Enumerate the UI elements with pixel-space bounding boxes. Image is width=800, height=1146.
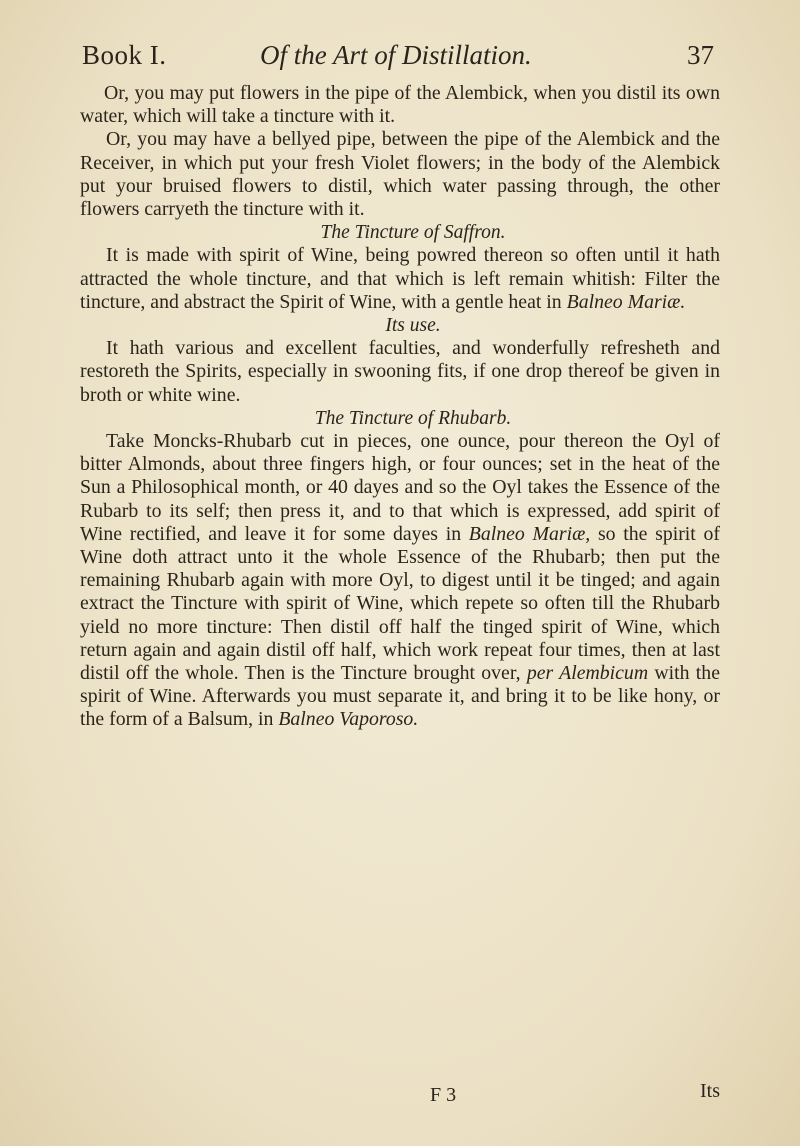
rhubarb-text-1: Take Moncks-Rhubarb cut in pieces, one ounce, pour thereon the Oyl of bitter Almonds, about three fingers high, or four ounces; set in the heat of the Sun a Philosophical month, or 40 dayes and so the Oyl takes the Essence of the Rubarb to its self; then press it, and to that which is expressed, add spirit of Wine rectified, and leave it for some dayes in <box>80 430 720 545</box>
heading-tincture-of-rhubarb: The Tincture of Rhubarb. <box>314 407 512 429</box>
paragraph-rhubarb <box>80 430 720 732</box>
page-body <box>80 82 720 732</box>
book-label: Book I. <box>82 40 167 70</box>
per-alembicum-term: per Alembicum <box>526 662 649 685</box>
page-footer <box>80 1080 720 1110</box>
heading-its-use: Its use. <box>385 315 441 337</box>
signature-mark: F 3 <box>430 1084 457 1106</box>
balneo-mariae-term: Balneo Mariæ. <box>566 290 686 313</box>
page-number: 37 <box>687 40 714 70</box>
catchword: Its <box>700 1080 720 1102</box>
rhubarb-text-2: so the spirit of Wine doth attract unto it the whole Essence of the Rhubarb; then put the remaining Rhubarb again with more Oyl, to digest until it be tinged; and again extract the Tincture with spirit of Wine, which repete so often till the Rhubarb yield no more tincture: Then distil off half the tinged spirit of Wine, which return again and again distil off half, which work repeat four times, then at last distil off the whole. Then is the Tincture brought over, <box>80 522 720 685</box>
paragraph-bellyed-pipe: Or, you may have a bellyed pipe, between the pipe of the Alembick and the Receiver, in which put your fresh Violet flowers; in the body of the Alembick put your bruised flowers to distil, which water passing through, the other flowers carryeth the tincture with it. <box>80 128 720 221</box>
paragraph-flowers-in-pipe: Or, you may put flowers in the pipe of the Alembick, when you distil its own water, which will take a tincture with it. <box>80 82 720 128</box>
balneo-mariae-term-2: Balneo Mariæ, <box>468 522 591 545</box>
paragraph-saffron <box>80 244 720 314</box>
running-title: Of the Art of Distillation. <box>260 40 532 70</box>
rhubarb-text-3: with the spirit of Wine. Afterwards you must separate it, and bring it to be like hony, or the form of a Balsum, in <box>80 662 720 731</box>
heading-tincture-of-saffron: The Tincture of Saffron. <box>320 222 506 244</box>
running-header <box>82 40 714 84</box>
saffron-text: It is made with spirit of Wine, being powred thereon so often until it hath attracted the whole tincture, and that which is left remain whitish: Filter the tincture, and abstract the Spirit of Wine, with a gentle heat in <box>80 244 720 313</box>
paragraph-saffron-use: It hath various and excellent faculties, and wonderfully refresheth and restoreth the Spirits, especially in swooning fits, if one drop thereof be given in broth or white wine. <box>80 337 720 406</box>
balneo-vaporoso-term: Balneo Vaporoso. <box>278 708 419 731</box>
